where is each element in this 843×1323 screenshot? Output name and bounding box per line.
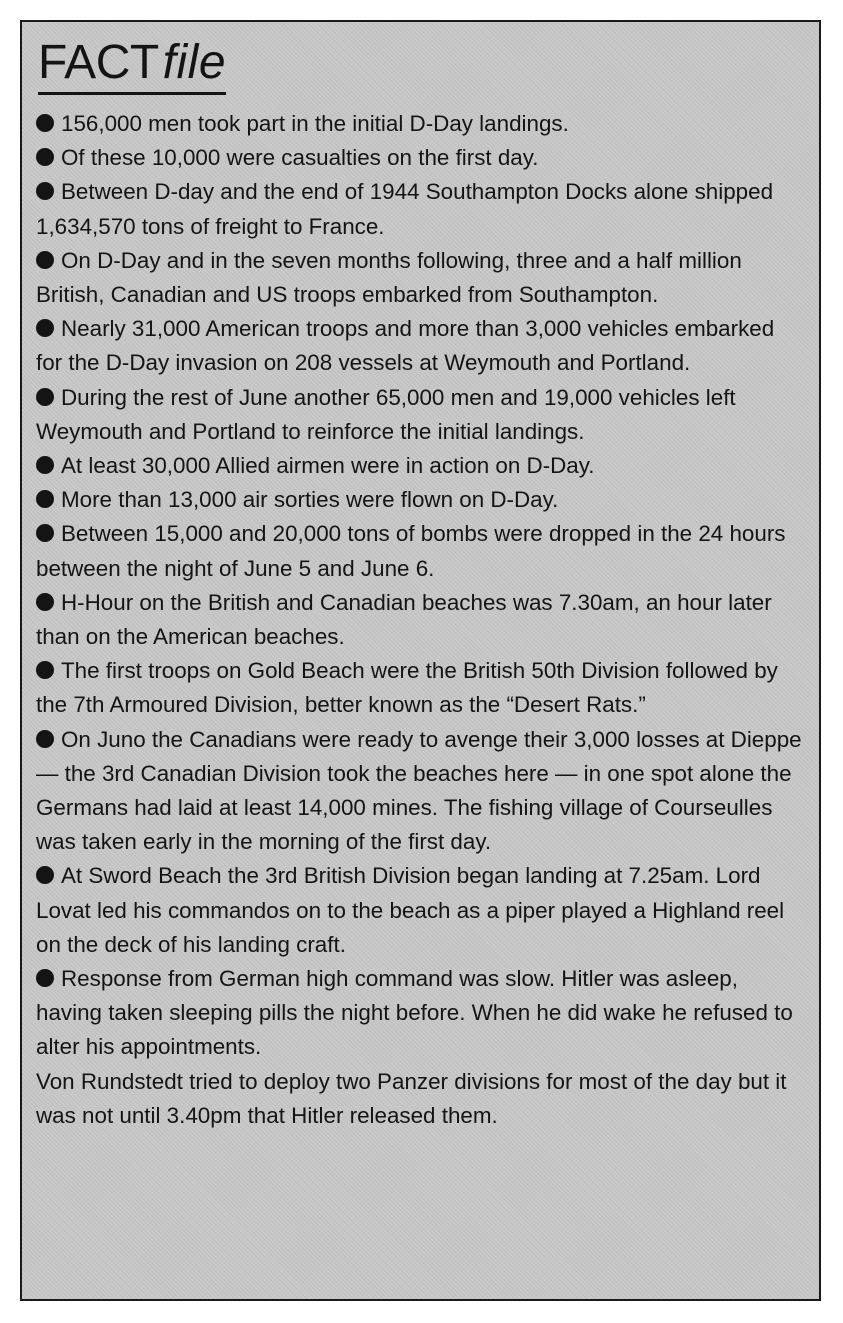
fact-item — [36, 586, 805, 654]
fact-list — [36, 107, 805, 1065]
fact-text: During the rest of June another 65,000 men and 19,000 vehicles left Weymouth and Portland to reinforce the initial landings. — [36, 384, 736, 444]
fact-item — [36, 483, 805, 517]
bullet-icon — [36, 524, 54, 542]
title-suffix: file — [162, 36, 227, 89]
fact-item — [36, 381, 805, 449]
closing-paragraph: Von Rundstedt tried to deploy two Panzer divisions for most of the day but it was not until 3.40pm that Hitler released them. — [36, 1068, 787, 1128]
bullet-icon — [36, 456, 54, 474]
fact-text: At Sword Beach the 3rd British Division began landing at 7.25am. Lord Lovat led his commandos on to the beach as a piper played a Highland reel on the deck of his landing craft. — [36, 863, 785, 957]
bullet-icon — [36, 661, 54, 679]
bullet-icon — [36, 251, 54, 269]
fact-item — [36, 244, 805, 312]
fact-text: H-Hour on the British and Canadian beaches was 7.30am, an hour later than on the American beaches. — [36, 589, 772, 650]
bullet-icon — [36, 148, 54, 166]
fact-item — [36, 859, 805, 962]
fact-file-panel — [20, 20, 821, 1301]
fact-text: Of these 10,000 were casualties on the first day. — [61, 145, 539, 171]
bullet-icon — [36, 730, 54, 748]
fact-text: Between 15,000 and 20,000 tons of bombs were dropped in the 24 hours between the night of June 5 and June 6. — [36, 521, 786, 581]
fact-item — [36, 107, 805, 141]
fact-file-title — [38, 36, 226, 95]
fact-item — [36, 517, 805, 585]
fact-text: The first troops on Gold Beach were the British 50th Division followed by the 7th Armoured Division, better known as the “Desert Rats.” — [36, 658, 778, 718]
fact-item — [36, 175, 805, 243]
fact-item — [36, 449, 805, 483]
fact-text: 156,000 men took part in the initial D-Day landings. — [61, 111, 569, 136]
fact-text: At least 30,000 Allied airmen were in action on D-Day. — [61, 453, 595, 479]
bullet-icon — [36, 593, 54, 611]
bullet-icon — [36, 969, 54, 987]
fact-item — [36, 141, 805, 175]
bullet-icon — [36, 866, 54, 884]
fact-item — [36, 312, 805, 380]
bullet-icon — [36, 319, 54, 337]
fact-text: On Juno the Canadians were ready to avenge their 3,000 losses at Dieppe — the 3rd Canadian Division took the beaches here — in one spot alone the Germans had laid at least 14,000 mines. The fishing village of Courseulles was taken early in the morning of the first day. — [36, 726, 802, 855]
bullet-icon — [36, 388, 54, 406]
fact-item — [36, 723, 805, 860]
fact-text: Response from German high command was slow. Hitler was asleep, having taken sleeping pills the night before. When he did wake he refused to alter his appointments. — [36, 966, 793, 1060]
fact-item — [36, 654, 805, 722]
title-main: FACT — [38, 36, 159, 89]
fact-text: Between D-day and the end of 1944 Southampton Docks alone shipped 1,634,570 tons of freight to France. — [36, 179, 774, 239]
bullet-icon — [36, 182, 54, 200]
fact-item — [36, 962, 805, 1065]
bullet-icon — [36, 114, 54, 132]
fact-text: More than 13,000 air sorties were flown on D-Day. — [61, 487, 559, 513]
fact-text: Nearly 31,000 American troops and more than 3,000 vehicles embarked for the D-Day invasion on 208 vessels at Weymouth and Portland. — [36, 316, 775, 376]
bullet-icon — [36, 490, 54, 508]
fact-text: On D-Day and in the seven months following, three and a half million British, Canadian and US troops embarked from Southampton. — [36, 247, 742, 308]
